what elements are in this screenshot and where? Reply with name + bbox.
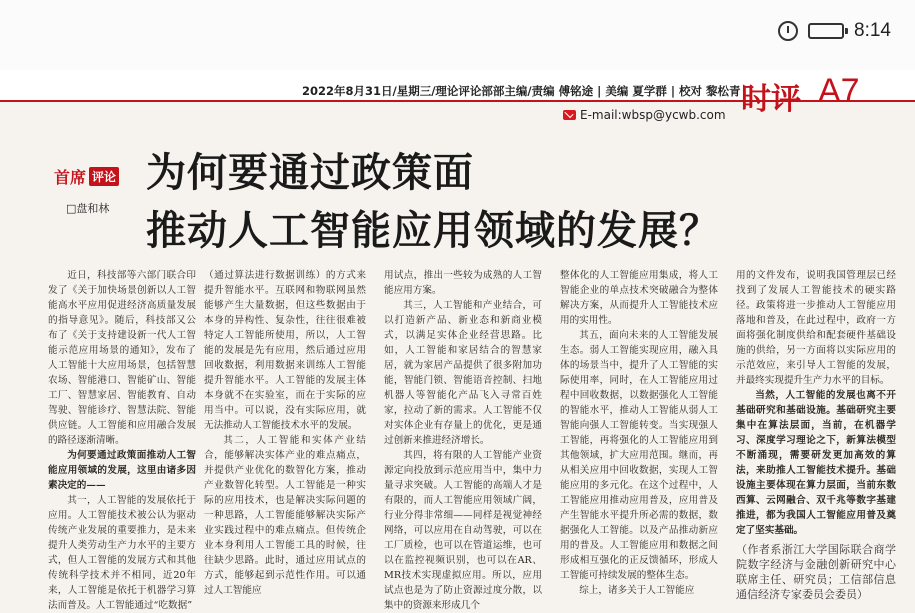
body-column-3 — [384, 268, 542, 611]
paragraph: （通过算法进行数据训练）的方式来提升智能水平。互联网和物联网虽然能够产生大量数据，但这些数据由于本身的异构性、复杂性，往往很难被特定人工智能所使用，所以，人工智能的发展是先有应用，然后通过应用回收数据，利用数据来训练人工智能提升智能水平。人工智能的发展主体本身就不在实验室，而在于实际的应用当中。可以说，没有实际应用，就无法推动人工智能技术水平的发展。 — [204, 270, 366, 431]
column-name — [54, 165, 119, 188]
column-name-text: 首席 — [54, 168, 87, 187]
paragraph: 整体化的人工智能应用集成，将人工智能企业的单点技术突破融合为整体解决方案，从而提升人工智能技术应用的实用性。 — [560, 270, 718, 326]
status-icons — [778, 20, 891, 42]
paragraph: 综上，诸多关于人工智能应 — [579, 585, 695, 596]
email-line — [563, 108, 726, 122]
paragraph: 用的文件发布，说明我国管理层已经找到了发展人工智能技术的硬实路径。政策将进一步推动人工智能应用落地和普及，在此过程中，政府一方面将强化制度供给和配套硬件基础设施的供给，另一方面将以实际应用的示范效应，来引导人工智能的发展，并最终实现提升生产力水平的目标。 — [736, 270, 896, 386]
headline-line-2: 推动人工智能应用领域的发展？ — [146, 208, 720, 254]
page-number: A7 — [818, 72, 860, 110]
status-time: 8:14 — [854, 20, 891, 41]
body-column-1 — [48, 268, 196, 611]
column-name-box: 评论 — [89, 167, 119, 186]
paragraph: 其五，面向未来的人工智能发展生态。弱人工智能实现应用，融入具体的场景当中，提升了人工智能的实际使用率，同时，在人工智能应用过程中回收数据，以数据强化人工智能的智能水平，推动人工智能从弱人工智能向强人工智能转变。当实现强人工智能，再将强化的人工智能应用到其他领域，扩大应用范围。继而，再从相关应用中回收数据，实现人工智能应用的多元化。在这个过程中，人工智能应用推动应用普及，应用普及产生智能水平提升所必需的数据，数据强化人工智能。以及产品推动新应用的普及。人工智能应用和数据之间形成相互强化的正反馈循环，形成人工智能可持续发展的整体生态。 — [560, 330, 718, 581]
dateline: 2022年8月31日/星期三/理论评论部部主编/责编 傅铭途 | 美编 夏学群 | 校对 黎松青 — [302, 84, 741, 98]
battery-icon — [808, 23, 844, 39]
paragraph: 近日，科技部等六部门联合印发了《关于加快场景创新以人工智能高水平应用促进经济高质量发展的指导意见》。随后，科技部又公布了《关于支持建设新一代人工智能示范应用场景的通知》，发布了人工智能十大应用场景，包括智慧农场、智能港口、智能矿山、智能工厂、智慧家居、智能教育、自动驾驶、智能诊疗、智慧法院、智能供应链。人工智能和应用融合发展的路径逐渐清晰。 — [48, 270, 196, 446]
alarm-icon — [778, 21, 798, 41]
paragraph: 用试点，推出一些较为成熟的人工智能应用方案。 — [384, 270, 542, 296]
paragraph: 其三，人工智能和产业结合，可以打造新产品、新业态和新商业模式，以满足实体企业经营思路。比如，人工智能和家居结合的智慧家居，就为家居产品提供了很多附加功能，智能门锁、智能语音控制、扫地机器人等智能化产品飞入寻常百姓家，拉动了新的需求。人工智能不仅对实体企业有存量上的优化，更是通过创新来推进经济增长。 — [384, 300, 542, 446]
author-note: （作者系浙江大学国际联合商学院数字经济与金融创新研究中心联席主任、研究员；工信部信息通信经济专家委员会委员） — [736, 543, 896, 601]
body-column-2 — [204, 268, 366, 596]
paragraph: 当然，人工智能的发展也离不开基础研究和基础设施。基础研究主要集中在算法层面，当前，在机器学习、深度学习理论之下，新算法模型不断涌现，需要研发更加高效的算法，来助推人工智能技术提升。基础设施主要体现在算力层面，当前东数西算、云网融合、双千兆等数字基建推进，都为我国人工智能应用普及奠定了坚实基础。 — [736, 390, 896, 536]
email-text: E-mail:wbsp@ycwb.com — [580, 108, 726, 122]
paragraph: 其四，将有限的人工智能产业资源定向投放到示范应用当中，集中力量寻求突破。人工智能的高端人才是有限的，而人工智能应用领域广阔，行业分得非常细——同样是视觉神经网络，可以应用在自动驾驶，可以在工厂质检，也可以在管道运维，也可以在监控视频识别，也可以在AR、MR技术实现虚拟应用。所以，应用试点也是为了防止资源过度分散，以集中的资源来形成几个 — [384, 450, 542, 611]
status-bar — [0, 0, 915, 70]
paragraph: 其一，人工智能的发展依托于应用。人工智能技术被公认为驱动传统产业发展的重要推力，是未来提升人类劳动生产力水平的主要方式，但人工智能的发展方式和其他传统科学技术并不相同，近20年来，人工智能是依托于机器学习算法而普及。人工智能通过“吃数据” — [48, 495, 196, 611]
headline-line-1: 为何要通过政策面 — [146, 150, 474, 196]
section-title: 时评 — [741, 82, 801, 117]
mail-icon — [563, 110, 576, 120]
headline — [146, 144, 720, 260]
body-column-4 — [560, 268, 718, 596]
paragraph: 其二，人工智能和实体产业结合，能够解决实体产业的难点痛点，并提供产业优化的数智化方案，推动产业数智化转型。人工智能是一种实际的应用技术，也是解决实际问题的一种思路，人工智能能够解决实际产业实践过程中的难点痛点。但传统企业本身利用人工智能工具的时候，往往缺少思路。此时，通过应用试点的方式，能够起到示范性作用。可以通过人工智能应 — [204, 435, 366, 596]
paragraph: 为何要通过政策面推动人工智能应用领域的发展，这里由诸多因素决定的—— — [48, 450, 196, 491]
byline: □盘和林 — [66, 202, 110, 215]
body-column-5 — [736, 268, 896, 601]
